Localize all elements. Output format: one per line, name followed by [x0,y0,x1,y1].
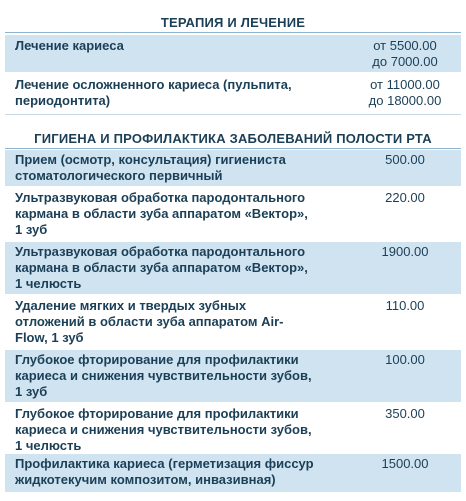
price-row [5,350,461,402]
service-price: 1900.00 [381,244,429,259]
service-price: 100.00 [385,352,425,367]
service-name: Прием (осмотр, консультация) гигиениста стоматологического первичный [15,152,286,183]
service-name: Лечение осложненного кариеса (пульпита, периодонтита) [15,77,292,108]
service-price: 350.00 [385,406,425,421]
price-row [5,404,461,456]
price-row [5,188,461,240]
price-row [5,74,461,112]
service-name: Профилактика кариеса (герметизация фиссур жидкотекучим композитом, инвазивная) [15,456,314,487]
service-name: Ультразвуковая обработка пародонтального кармана в области зуба аппаратом «Вектор», 1 зуб [15,190,308,237]
service-name: Глубокое фторирование для профилактики кариеса и снижения чувствительности зубов, 1 челюсть [15,406,312,453]
service-price: 500.00 [385,152,425,167]
section-title: ТЕРАПИЯ И ЛЕЧЕНИЕ [5,14,461,33]
divider [5,114,461,115]
service-price: 110.00 [385,298,425,313]
service-price: от 5500.00 до 7000.00 [372,38,438,69]
price-row [5,296,461,348]
service-name: Глубокое фторирование для профилактики кариеса и снижения чувствительности зубов, 1 зуб [15,352,312,399]
price-row [5,454,461,492]
service-name: Ультразвуковая обработка пародонтального кармана в области зуба аппаратом «Вектор», 1 челюсть [15,244,308,291]
service-price: от 11000.00 до 18000.00 [368,77,442,108]
service-price: 220.00 [385,190,425,205]
service-name: Лечение кариеса [15,38,124,53]
price-row [5,35,461,72]
price-row [5,242,461,294]
price-row [5,150,461,186]
service-price: 1500.00 [381,456,429,471]
section-title: ГИГИЕНА И ПРОФИЛАКТИКА ЗАБОЛЕВАНИЙ ПОЛОСТИ РТА [5,130,461,149]
service-name: Удаление мягких и твердых зубных отложений в области зуба аппаратом Air- Flow, 1 зуб [15,298,284,345]
